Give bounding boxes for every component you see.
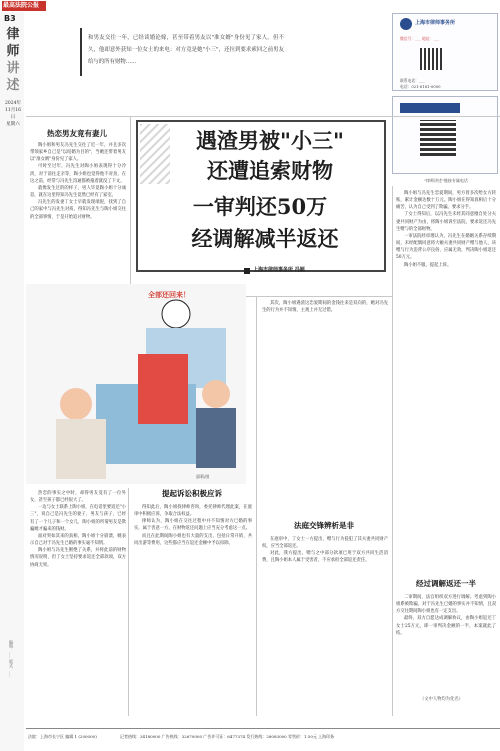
mid-right-para-2: 在庭审中，丁女士一方提出，赠与行为侵犯了其夫妻共同财产权，应当全部返还。 xyxy=(262,537,388,550)
left-para-3: 就像发生过的的样子，男人毕竟陶小姐十分诚恳，就在这里得知冯先生竟然已经有了家室。 xyxy=(30,185,126,199)
headline-line-3: 一审判还50万 xyxy=(192,194,328,219)
mid-left-para-1: 热恋的事实之中时，却得男友竟有了一位外女，甚至孩子都已经很大了。 xyxy=(30,491,126,504)
ad-line-1: 微信号：___ 地址：___ xyxy=(400,36,440,41)
headline-line-2: 还遭追索财物 xyxy=(207,158,333,183)
mid-right-body xyxy=(262,300,388,314)
illustration-caption: 邵莉/图 xyxy=(196,474,210,479)
right-para-1: 陶小姐与冯先生恋爱期间，男方曾多次给女方转账，累计金额达数十万元。陶小姐在得知真相后十分痛苦，认为自己受到了欺骗，要求分手。 xyxy=(396,191,496,211)
right-para-6: 最终，双方自愿达成调解协议，由陶小姐返还丁女士25万元，即一审判决金额的一半，本案就此了结。 xyxy=(396,616,496,636)
byline-icon xyxy=(244,268,250,274)
page-number: B3 xyxy=(4,14,16,23)
mid-center-para-2: 律师认为，陶小姐在交往过程中并不知情对方已婚的事实，属于善意一方，在财物返还问题上应当充分考虑这一点。 xyxy=(134,519,252,532)
ad-qr-code-2 xyxy=(420,120,456,156)
left-col-divider xyxy=(130,116,131,296)
right-para-4: 陶小姐不服，提起上诉。 xyxy=(404,262,452,268)
headline-line-4: 经调解减半返还 xyxy=(191,226,339,251)
mid-right-body-2 xyxy=(262,536,388,565)
mid-center-subhead: 提起诉讼积极应诉 xyxy=(162,489,222,498)
column-char-3: 讲 xyxy=(6,61,20,76)
left-body xyxy=(30,142,126,221)
byline: 上海市律师事务所 冯颖 xyxy=(253,267,305,273)
mid-center-para-3: 而且在此期间陶小姐也有大量的支出，包括日常开销、共同出游等费用，这些都应当在返还金额中予以扣除。 xyxy=(134,533,252,546)
center-col-divider xyxy=(128,488,129,716)
headline-line-1: 遇渣男被"小三" xyxy=(196,128,344,153)
mid-right-para-3: 对此，我方提出，赠与之中部分款项已用于双方共同生活消费，且陶小姐本人属于受害者，不应承担全部返还责任。 xyxy=(262,551,388,564)
mid-right-para-1: 其次，陶小姐遇渣这恋爱期间的金钱往来是双向的，她对冯先生的行为并不知情，主观上并无过错。 xyxy=(262,301,388,314)
intro-bar xyxy=(80,28,82,76)
author-note: （文中人物均为化名） xyxy=(420,697,463,702)
right-para-2: 丁女士得知后，以冯先生未经其同意擅自处分夫妻共同财产为由，将陶小姐诉至法院，要求返还冯先生赠与的全部财物。 xyxy=(396,212,496,232)
ad-box-2-logo xyxy=(400,103,460,113)
column-char-1: 律 xyxy=(6,27,20,42)
ad-phone: 电话：021-6181-0000 xyxy=(400,84,441,89)
ad-logo-text: 上海市律师事务所 xyxy=(415,20,456,26)
right-body-2 xyxy=(396,594,496,637)
left-para-2: 可时至过年，冯先生对陶小姐表现得十分冷淡，对于前往走亲等，陶小姐也觉得他不对劲，在这之前，经常与冯先生沟通都被拖着就没了下文。 xyxy=(30,164,126,184)
mid-right-col-divider xyxy=(256,296,257,716)
column-char-4: 述 xyxy=(6,78,20,93)
ad-line-2: 联系电话：___ xyxy=(400,78,425,83)
mid-center-para-1: 得知此后，陶小姐找律师咨询，委托律师代理此案，在庭审中积极应诉，争取合法权益。 xyxy=(134,505,252,518)
column-char-2: 师 xyxy=(6,44,20,59)
mid-left-para-2: 一边与女士联系上陶小姐，在电话里要返还"小三"，说自己是冯先生的妻子，男友与孩子，已经有了一个儿子和一个女儿，陶小姐的所谓男友是欺骗她才骗来的钱财。 xyxy=(30,505,126,532)
right-col-divider xyxy=(392,186,393,716)
right-para-3: 一审法院经审理认为，冯先生在婚姻关系存续期间，未经配偶同意将大额夫妻共同财产赠与他人，该赠与行为违背公序良俗，应属无效，判决陶小姐返还50万元。 xyxy=(396,233,496,261)
issue-date: 2024年 11月16日 星期六 xyxy=(5,101,21,127)
left-para-1: 陶小姐和男友冯先生交往了近一年，并且多次带领家乡自己是"以结婚为目的"，当她还带着男友以"准女婿"身份见了家人。 xyxy=(30,143,126,163)
mid-left-body xyxy=(30,490,126,569)
editor-line: 编辑：___ 版式：___ xyxy=(9,640,14,678)
mid-center-body xyxy=(134,504,252,547)
right-body xyxy=(396,190,496,269)
corner-stamp-text: 最高法院公报 xyxy=(3,2,40,9)
intro-text: 和男友交往一年，已经谈婚论嫁，甚至带着男友以"准女婿"身份见了家人。但不久，他却意外获知一位女士的来电：对方竟是她"小三"，还拉到要求索回之前男友给与的所有财物…… xyxy=(88,35,284,65)
right-para-5: 二审期间，法官组织双方进行调解。考虑到陶小姐系被欺骗，对于冯先生已婚的事实并不知情，且双方交往期间陶小姐也有一定支出。 xyxy=(396,595,496,615)
left-para-4: 冯先生的发妻丁女士早就发现端倪，找到了自己的家中与冯先生对质，得知冯先生与陶小姐交往的全部事情，于是开始追讨财物。 xyxy=(30,200,126,220)
footer-mid: 记者热线：34180000 广告热线：32670000 广告许可证：6477374 发行热线：28083000 零售价：1.50元 上海印务 xyxy=(120,734,335,739)
footer-left: 法院：上海市长宁区 编辑 1 (200000) xyxy=(28,734,97,739)
footer-line xyxy=(26,728,500,729)
column-name xyxy=(4,26,22,94)
speech-bubble-text: 全部还回来！ xyxy=(148,291,190,299)
illustration-svg xyxy=(26,284,246,484)
ad-caption: "律师讲述"链接专属电话 xyxy=(424,178,468,183)
ad-qr-code xyxy=(420,48,442,70)
right-subhead: 经过调解返还一半 xyxy=(416,579,476,588)
mid-left-para-3: 面对突如其来的真相，陶小姐十分崩溃，她表示自己对于冯先生已婚的事实毫不知情。 xyxy=(30,533,126,547)
left-subhead: 热恋男友竟有妻儿 xyxy=(47,129,107,138)
ad-logo-icon xyxy=(400,18,412,30)
illustration xyxy=(26,284,246,484)
mid-right-subhead: 法庭交锋辨析是非 xyxy=(294,521,354,530)
mid-left-para-4: 陶小姐与冯先生断绝了关系，并将此前的财物情况说明，但丁女士坚持要求返还全部款项，双方协商无果。 xyxy=(30,548,126,568)
top-divider xyxy=(26,116,500,117)
